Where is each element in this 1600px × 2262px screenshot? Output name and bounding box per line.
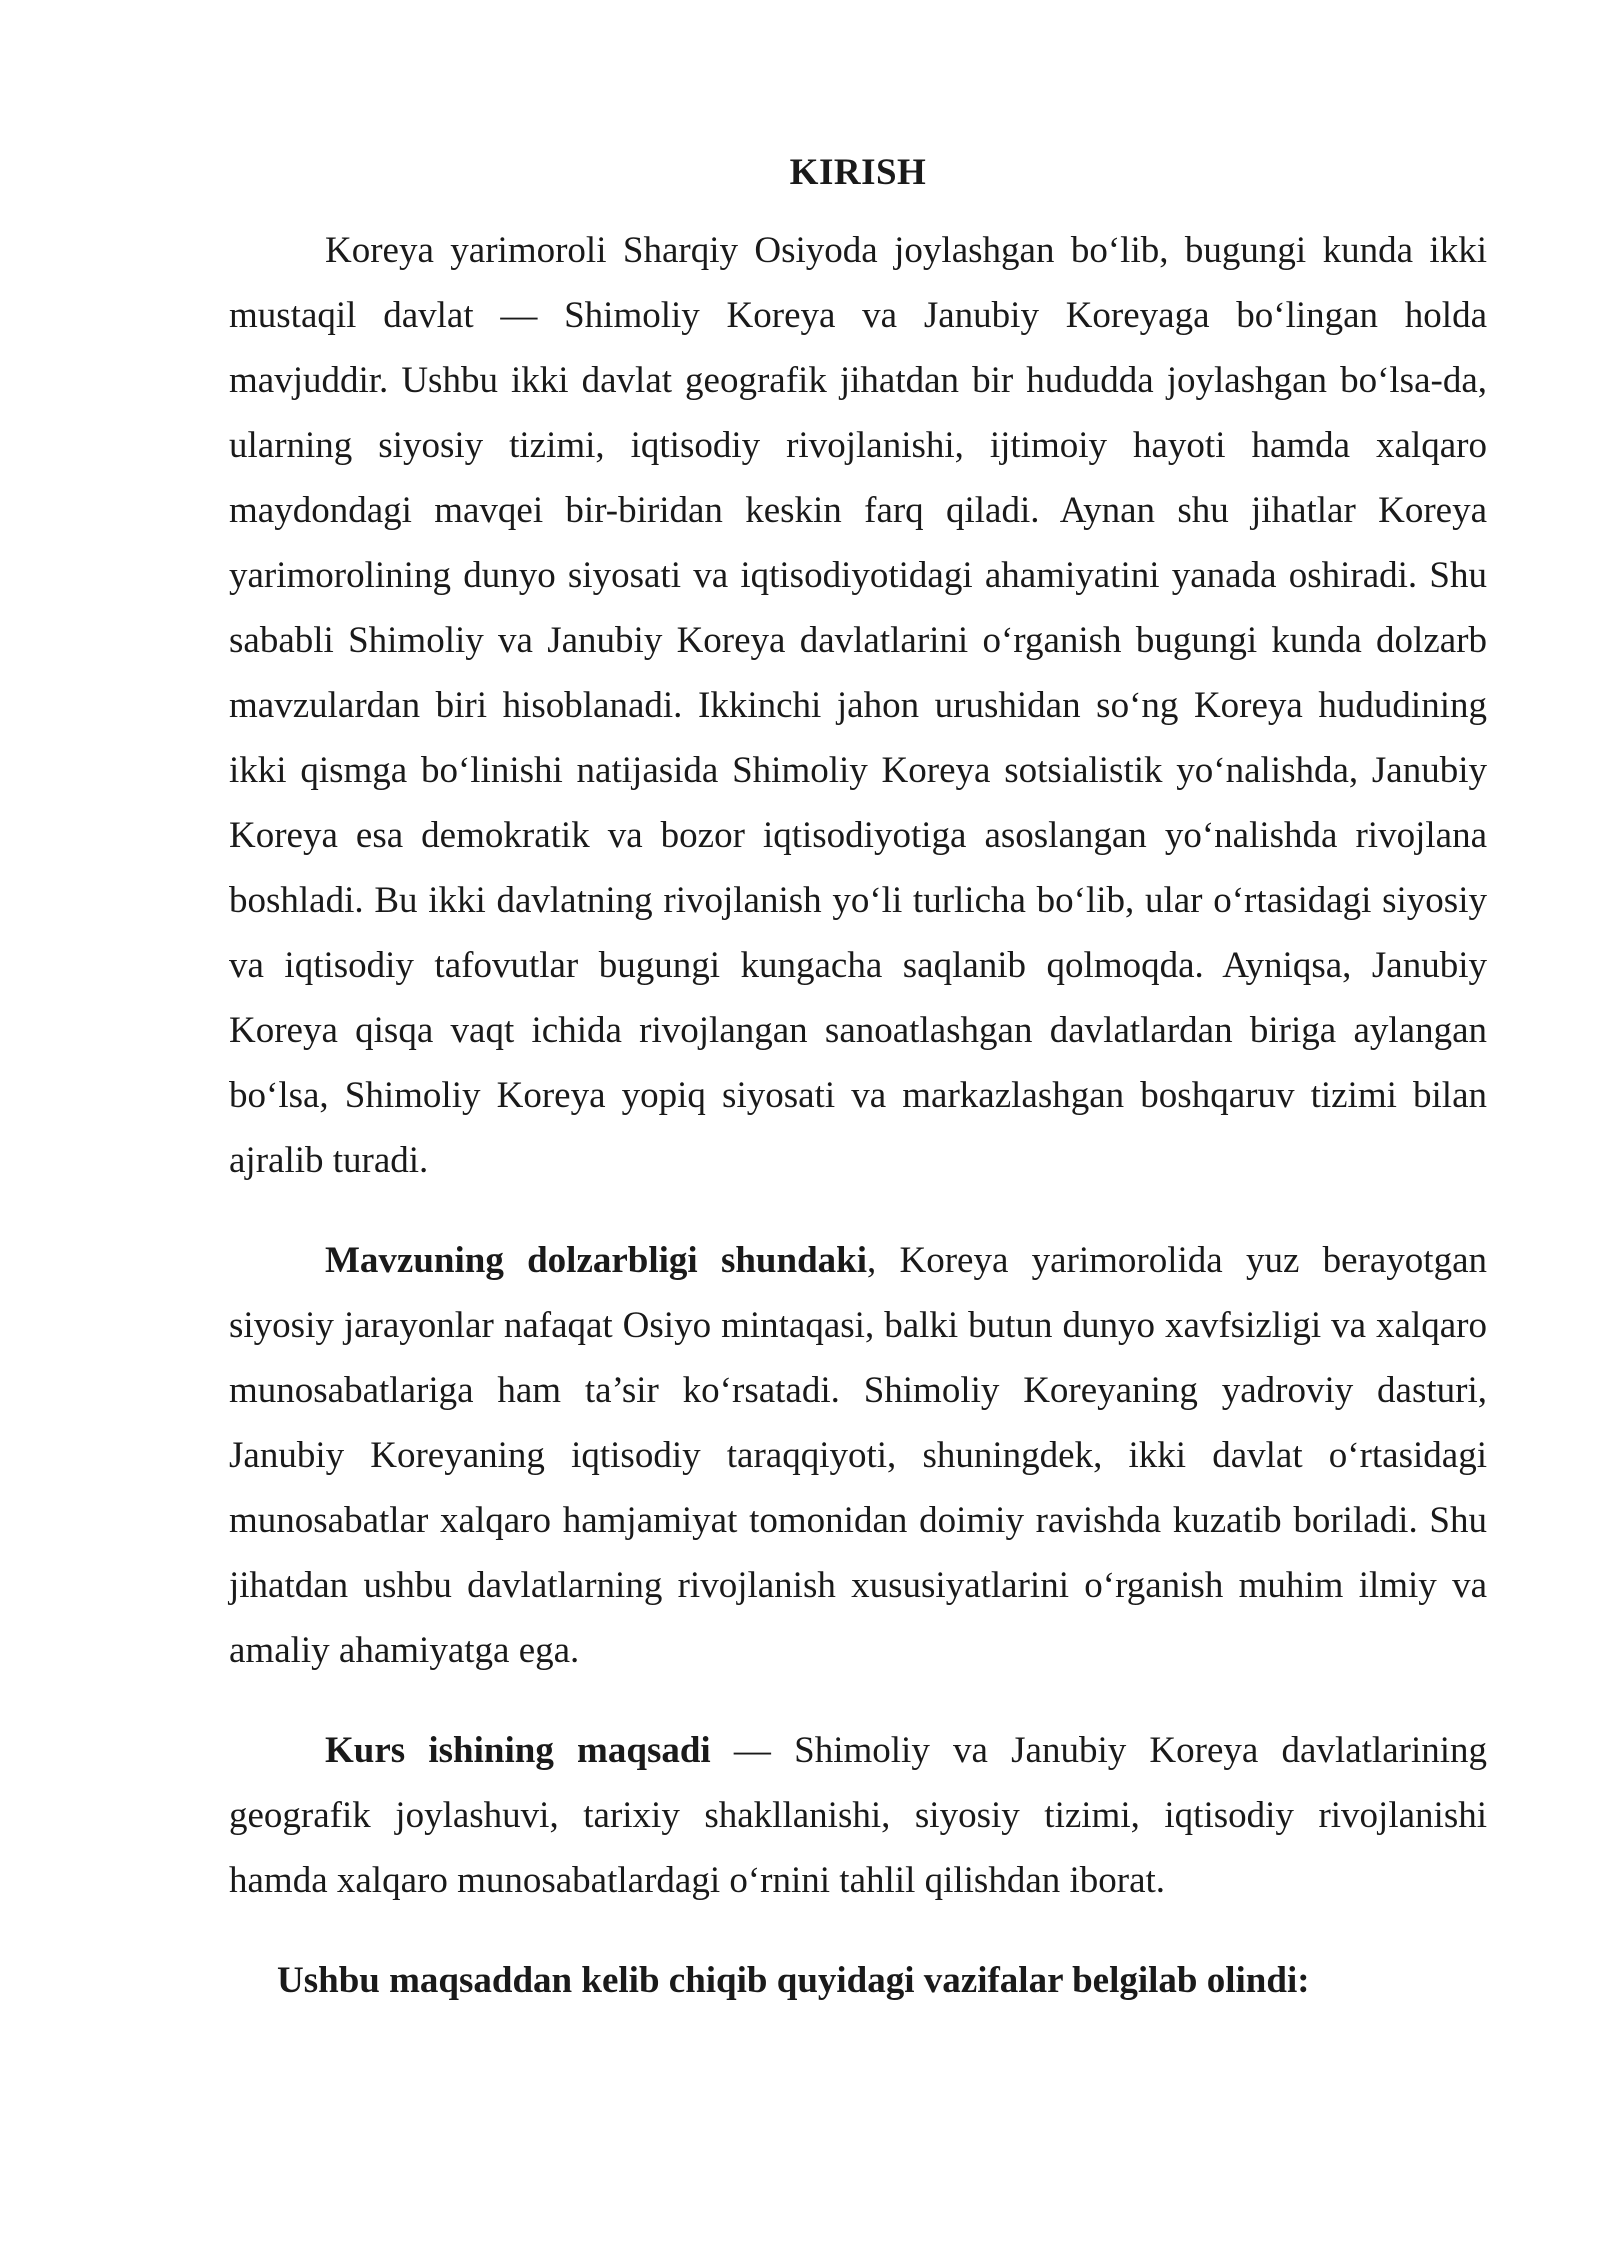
goal-text: — Shimoliy va Janubiy Koreya davlatlarining geografik joylashuvi, tarixiy shakllanishi, siyosiy tizimi, iqtisodiy rivojlanishi hamda xalqaro munosabatlardagi o‘rnini tahlil qilishdan iborat. xyxy=(229,1730,1488,1901)
intro-paragraph: Koreya yarimoroli Sharqiy Osiyoda joylashgan bo‘lib, bugungi kunda ikki mustaqil davlat — Shimoliy Koreya va Janubiy Koreyaga bo‘lingan holda mavjuddir. Ushbu ikki davlat geografik jihatdan bir hududda joylashgan bo‘lsa-da, ularning siyosiy tizimi, iqtisodiy rivojlanishi, ijtimoiy hayoti hamda xalqaro maydondagi mavqei bir-biridan keskin farq qiladi. Aynan shu jihatlar Koreya yarimorolining dunyo siyosati va iqtisodiyotidagi ahamiyatini yanada oshiradi. Shu sababli Shimoliy va Janubiy Koreya davlatlarini o‘rganish bugungi kunda dolzarb mavzulardan biri hisoblanadi. Ikkinchi jahon urushidan so‘ng Koreya hududining ikki qismga bo‘linishi natijasida Shimoliy Koreya sotsialistik yo‘nalishda, Janubiy Koreya esa demokratik va bozor iqtisodiyotiga asoslangan yo‘nalishda rivojlana boshladi. Bu ikki davlatning rivojlanish yo‘li turlicha bo‘lib, ular o‘rtasidagi siyosiy va iqtisodiy tafovutlar bugungi kungacha saqlanib qolmoqda. Ayniqsa, Janubiy Koreya qisqa vaqt ichida rivojlangan sanoatlashgan davlatlardan biriga aylangan bo‘lsa, Shimoliy Koreya yopiq siyosati va markazlashgan boshqaruv tizimi bilan ajralib turadi. xyxy=(229,230,1487,1181)
tasks-heading: Ushbu maqsaddan kelib chiqib quyidagi vazifalar belgilab olindi: xyxy=(277,1960,1310,2001)
relevance-text: , Koreya yarimorolida yuz berayotgan siyosiy jarayonlar nafaqat Osiyo mintaqasi, balki butun dunyo xavfsizligi va xalqaro munosabatlariga ham ta’sir ko‘rsatadi. Shimoliy Koreyaning yadroviy dasturi, Janubiy Koreyaning iqtisodiy taraqqiyoti, shuningdek, ikki davlat o‘rtasidagi munosabatlar xalqaro hamjamiyat tomonidan doimiy ravishda kuzatib boriladi. Shu jihatdan ushbu davlatlarning rivojlanish xususiyatlarini o‘rganish muhim ilmiy va amaliy ahamiyatga ega. xyxy=(229,1240,1487,1671)
page-title: KIRISH xyxy=(789,152,927,193)
goal-paragraph xyxy=(229,1718,1487,1913)
relevance-paragraph xyxy=(229,1228,1487,1683)
goal-lead: Kurs ishining maqsadi xyxy=(325,1730,711,1771)
relevance-lead: Mavzuning dolzarbligi shundaki xyxy=(325,1240,868,1281)
document-body xyxy=(229,148,1487,2013)
